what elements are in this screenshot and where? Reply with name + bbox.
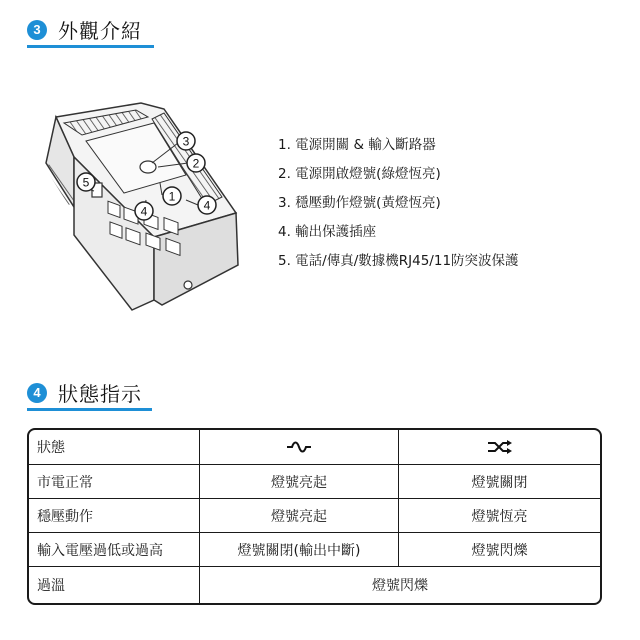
callout-4-right — [198, 196, 216, 214]
section-header-status — [27, 378, 142, 407]
svg-text:4: 4 — [140, 204, 148, 219]
table-row — [29, 533, 600, 567]
row-label: 市電正常 — [29, 465, 200, 499]
feature-item: 2. 電源開啟燈號(綠燈恆亮) — [278, 166, 441, 182]
row-ac-value: 燈號關閉(輸出中斷) — [200, 533, 399, 567]
feature-item: 5. 電話/傳真/數據機RJ45/11防突波保護 — [278, 253, 519, 269]
svg-text:1: 1 — [168, 189, 176, 204]
row-ac-value: 燈號亮起 — [200, 499, 399, 533]
section-number-badge: 4 — [27, 383, 47, 403]
row-merged-value: 燈號閃爍 — [372, 578, 428, 594]
svg-text:5: 5 — [82, 175, 90, 190]
row-avr-value: 燈號關閉 — [399, 465, 600, 499]
row-label: 輸入電壓過低或過高 — [29, 533, 200, 567]
section-underline — [27, 408, 152, 411]
feature-list — [278, 135, 519, 280]
table-row — [29, 499, 600, 533]
row-label: 穩壓動作 — [29, 499, 200, 533]
section-underline — [27, 45, 154, 48]
row-avr-value: 燈號閃爍 — [399, 533, 600, 567]
section-number-badge: 3 — [27, 20, 47, 40]
callout-3 — [177, 132, 195, 150]
svg-text:2: 2 — [192, 156, 200, 171]
header-cell-status: 狀態 — [29, 430, 200, 465]
section-title: 狀態指示 — [58, 382, 142, 406]
callout-4-left — [135, 202, 153, 220]
svg-text:4: 4 — [203, 198, 211, 213]
table-header-row — [29, 430, 600, 465]
feature-item: 1. 電源開關 & 輸入斷路器 — [278, 137, 436, 153]
callout-5 — [77, 173, 95, 191]
table-row — [29, 465, 600, 499]
ac-sine-wave-icon — [286, 440, 312, 454]
row-label: 過溫 — [29, 567, 200, 603]
ups-device-illustration — [36, 95, 246, 320]
header-cell-avr — [399, 430, 600, 465]
shuffle-arrows-icon — [487, 440, 513, 454]
section-title: 外觀介紹 — [58, 19, 142, 43]
status-table — [27, 428, 602, 605]
row-ac-value: 燈號亮起 — [200, 465, 399, 499]
section-header-appearance — [27, 15, 142, 44]
header-cell-ac — [200, 430, 399, 465]
svg-text:3: 3 — [182, 134, 190, 149]
callout-1 — [163, 187, 181, 205]
row-avr-value: 燈號恆亮 — [399, 499, 600, 533]
table-row — [29, 567, 600, 603]
feature-item: 3. 穩壓動作燈號(黃燈恆亮) — [278, 195, 441, 211]
callout-2 — [187, 154, 205, 172]
feature-item: 4. 輸出保護插座 — [278, 224, 377, 240]
